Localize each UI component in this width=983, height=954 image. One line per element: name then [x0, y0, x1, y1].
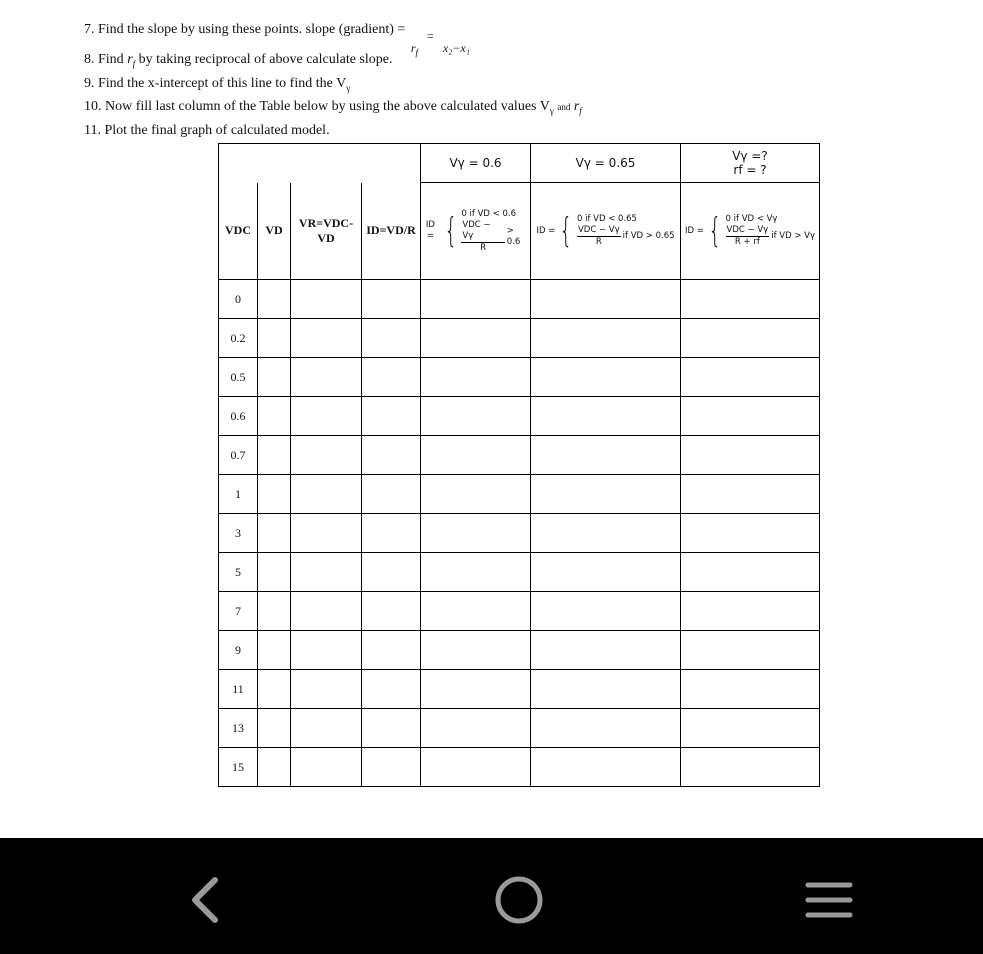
empty-cell[interactable] [258, 358, 291, 397]
empty-cell[interactable] [291, 631, 362, 670]
empty-cell[interactable] [258, 748, 291, 787]
empty-cell[interactable] [258, 397, 291, 436]
empty-cell[interactable] [291, 592, 362, 631]
empty-cell[interactable] [531, 436, 681, 475]
empty-cell[interactable] [421, 709, 531, 748]
empty-cell[interactable] [421, 514, 531, 553]
table-row [219, 319, 820, 358]
empty-cell[interactable] [421, 436, 531, 475]
empty-cell[interactable] [362, 631, 421, 670]
empty-cell[interactable] [362, 397, 421, 436]
table-row [219, 280, 820, 319]
empty-cell[interactable] [531, 514, 681, 553]
column-header-row [219, 183, 820, 280]
empty-cell[interactable] [531, 475, 681, 514]
table-row [219, 631, 820, 670]
empty-cell[interactable] [681, 748, 820, 787]
formula-06-cell: ID = { 0 if VD < 0.6 VDC − Vγ R > 0.6 [421, 183, 531, 280]
vdc-value-cell: 3 [219, 514, 258, 553]
empty-cell[interactable] [291, 748, 362, 787]
vdc-value-cell: 0.2 [219, 319, 258, 358]
home-button[interactable] [489, 870, 549, 930]
empty-cell[interactable] [531, 631, 681, 670]
empty-cell[interactable] [421, 748, 531, 787]
empty-cell[interactable] [258, 280, 291, 319]
home-circle-icon [494, 875, 544, 925]
empty-cell[interactable] [291, 475, 362, 514]
empty-cell[interactable] [362, 280, 421, 319]
vgamma-06-header: Vγ = 0.6 [421, 144, 531, 183]
vdc-value-cell: 0 [219, 280, 258, 319]
empty-cell[interactable] [258, 436, 291, 475]
step-11: 11. Plot the final graph of calculated model. [84, 123, 330, 138]
table-row [219, 358, 820, 397]
empty-cell[interactable] [421, 670, 531, 709]
empty-cell[interactable] [681, 553, 820, 592]
empty-cell[interactable] [531, 397, 681, 436]
empty-cell[interactable] [531, 553, 681, 592]
vdc-value-cell: 11 [219, 670, 258, 709]
empty-cell[interactable] [362, 670, 421, 709]
vdc-value-cell: 0.7 [219, 436, 258, 475]
empty-cell[interactable] [291, 670, 362, 709]
step-8: 8. Find $r_f$ by taking reciprocal of above calculate slope. [84, 52, 393, 69]
table-row [219, 475, 820, 514]
rf-symbol: $r_f$ [410, 41, 418, 58]
table-row [219, 514, 820, 553]
back-chevron-icon [187, 875, 227, 925]
empty-cell[interactable] [258, 670, 291, 709]
empty-cell[interactable] [362, 436, 421, 475]
empty-cell[interactable] [421, 397, 531, 436]
table-row [219, 553, 820, 592]
empty-cell[interactable] [362, 709, 421, 748]
step-7: 7. Find the slope by using these points. slope (gradient) = $r_f$ = x₂−x₁ [84, 21, 469, 39]
vdc-value-cell: 0.5 [219, 358, 258, 397]
empty-cell[interactable] [291, 514, 362, 553]
empty-cell[interactable] [421, 319, 531, 358]
top-header-row [219, 144, 820, 183]
empty-cell[interactable] [291, 319, 362, 358]
empty-cell[interactable] [362, 475, 421, 514]
vdc-value-cell: 15 [219, 748, 258, 787]
empty-cell[interactable] [681, 436, 820, 475]
empty-cell[interactable] [258, 709, 291, 748]
table-row [219, 670, 820, 709]
vgamma-065-header: Vγ = 0.65 [531, 144, 681, 183]
empty-cell[interactable] [258, 475, 291, 514]
empty-cell[interactable] [291, 397, 362, 436]
empty-cell[interactable] [681, 514, 820, 553]
empty-cell[interactable] [362, 592, 421, 631]
empty-cell[interactable] [681, 631, 820, 670]
empty-cell[interactable] [291, 280, 362, 319]
table-row [219, 709, 820, 748]
empty-cell[interactable] [258, 319, 291, 358]
step-10: 10. Now fill last column of the Table below by using the above calculated values $V_\gamma$ and $r_f$ [84, 99, 582, 116]
data-rows [219, 280, 820, 787]
vdc-value-cell: 9 [219, 631, 258, 670]
empty-cell[interactable] [291, 358, 362, 397]
empty-cell[interactable] [681, 319, 820, 358]
vgamma-unknown-header: Vγ =? rf = ? [681, 144, 820, 183]
vdc-value-cell: 13 [219, 709, 258, 748]
data-table [218, 143, 820, 787]
table-row [219, 436, 820, 475]
android-nav-bar [0, 838, 983, 954]
table-row [219, 748, 820, 787]
vr-header: VR=VDC-VD [291, 183, 362, 280]
table-row [219, 397, 820, 436]
empty-cell[interactable] [531, 670, 681, 709]
vd-header: VD [258, 183, 291, 280]
step-9: 9. Find the x-intercept of this line to find the $V_\gamma$ [84, 76, 351, 93]
empty-cell[interactable] [681, 670, 820, 709]
empty-cell[interactable] [531, 592, 681, 631]
blank-header-cell [219, 144, 421, 183]
empty-cell[interactable] [681, 358, 820, 397]
table-row [219, 592, 820, 631]
empty-cell[interactable] [291, 436, 362, 475]
empty-cell[interactable] [421, 553, 531, 592]
empty-cell[interactable] [362, 319, 421, 358]
empty-cell[interactable] [291, 709, 362, 748]
empty-cell[interactable] [258, 631, 291, 670]
formula-general-cell: ID = { 0 if VD < Vγ VDC − Vγ R + rf if VD > Vγ [681, 183, 820, 280]
vdc-value-cell: 5 [219, 553, 258, 592]
empty-cell[interactable] [531, 748, 681, 787]
empty-cell[interactable] [421, 280, 531, 319]
recent-apps-icon [804, 880, 854, 920]
vdc-value-cell: 0.6 [219, 397, 258, 436]
empty-cell[interactable] [421, 475, 531, 514]
vdc-header: VDC [219, 183, 258, 280]
empty-cell[interactable] [258, 553, 291, 592]
empty-cell[interactable] [531, 358, 681, 397]
vdc-value-cell: 7 [219, 592, 258, 631]
empty-cell[interactable] [362, 358, 421, 397]
empty-cell[interactable] [531, 280, 681, 319]
empty-cell[interactable] [421, 358, 531, 397]
empty-cell[interactable] [421, 592, 531, 631]
formula-065-cell: ID = { 0 if VD < 0.65 VDC − Vγ R if VD > 0.65 [531, 183, 681, 280]
id-header: ID=VD/R [362, 183, 421, 280]
empty-cell[interactable] [681, 397, 820, 436]
back-button[interactable] [177, 870, 237, 930]
empty-cell[interactable] [362, 553, 421, 592]
recent-apps-button[interactable] [799, 870, 859, 930]
vdc-value-cell: 1 [219, 475, 258, 514]
empty-cell[interactable] [362, 514, 421, 553]
empty-cell[interactable] [681, 709, 820, 748]
empty-cell[interactable] [291, 553, 362, 592]
empty-cell[interactable] [531, 709, 681, 748]
empty-cell[interactable] [681, 475, 820, 514]
empty-cell[interactable] [362, 748, 421, 787]
empty-cell[interactable] [681, 592, 820, 631]
empty-cell[interactable] [421, 631, 531, 670]
empty-cell[interactable] [681, 280, 820, 319]
empty-cell[interactable] [531, 319, 681, 358]
empty-cell[interactable] [258, 514, 291, 553]
empty-cell[interactable] [258, 592, 291, 631]
